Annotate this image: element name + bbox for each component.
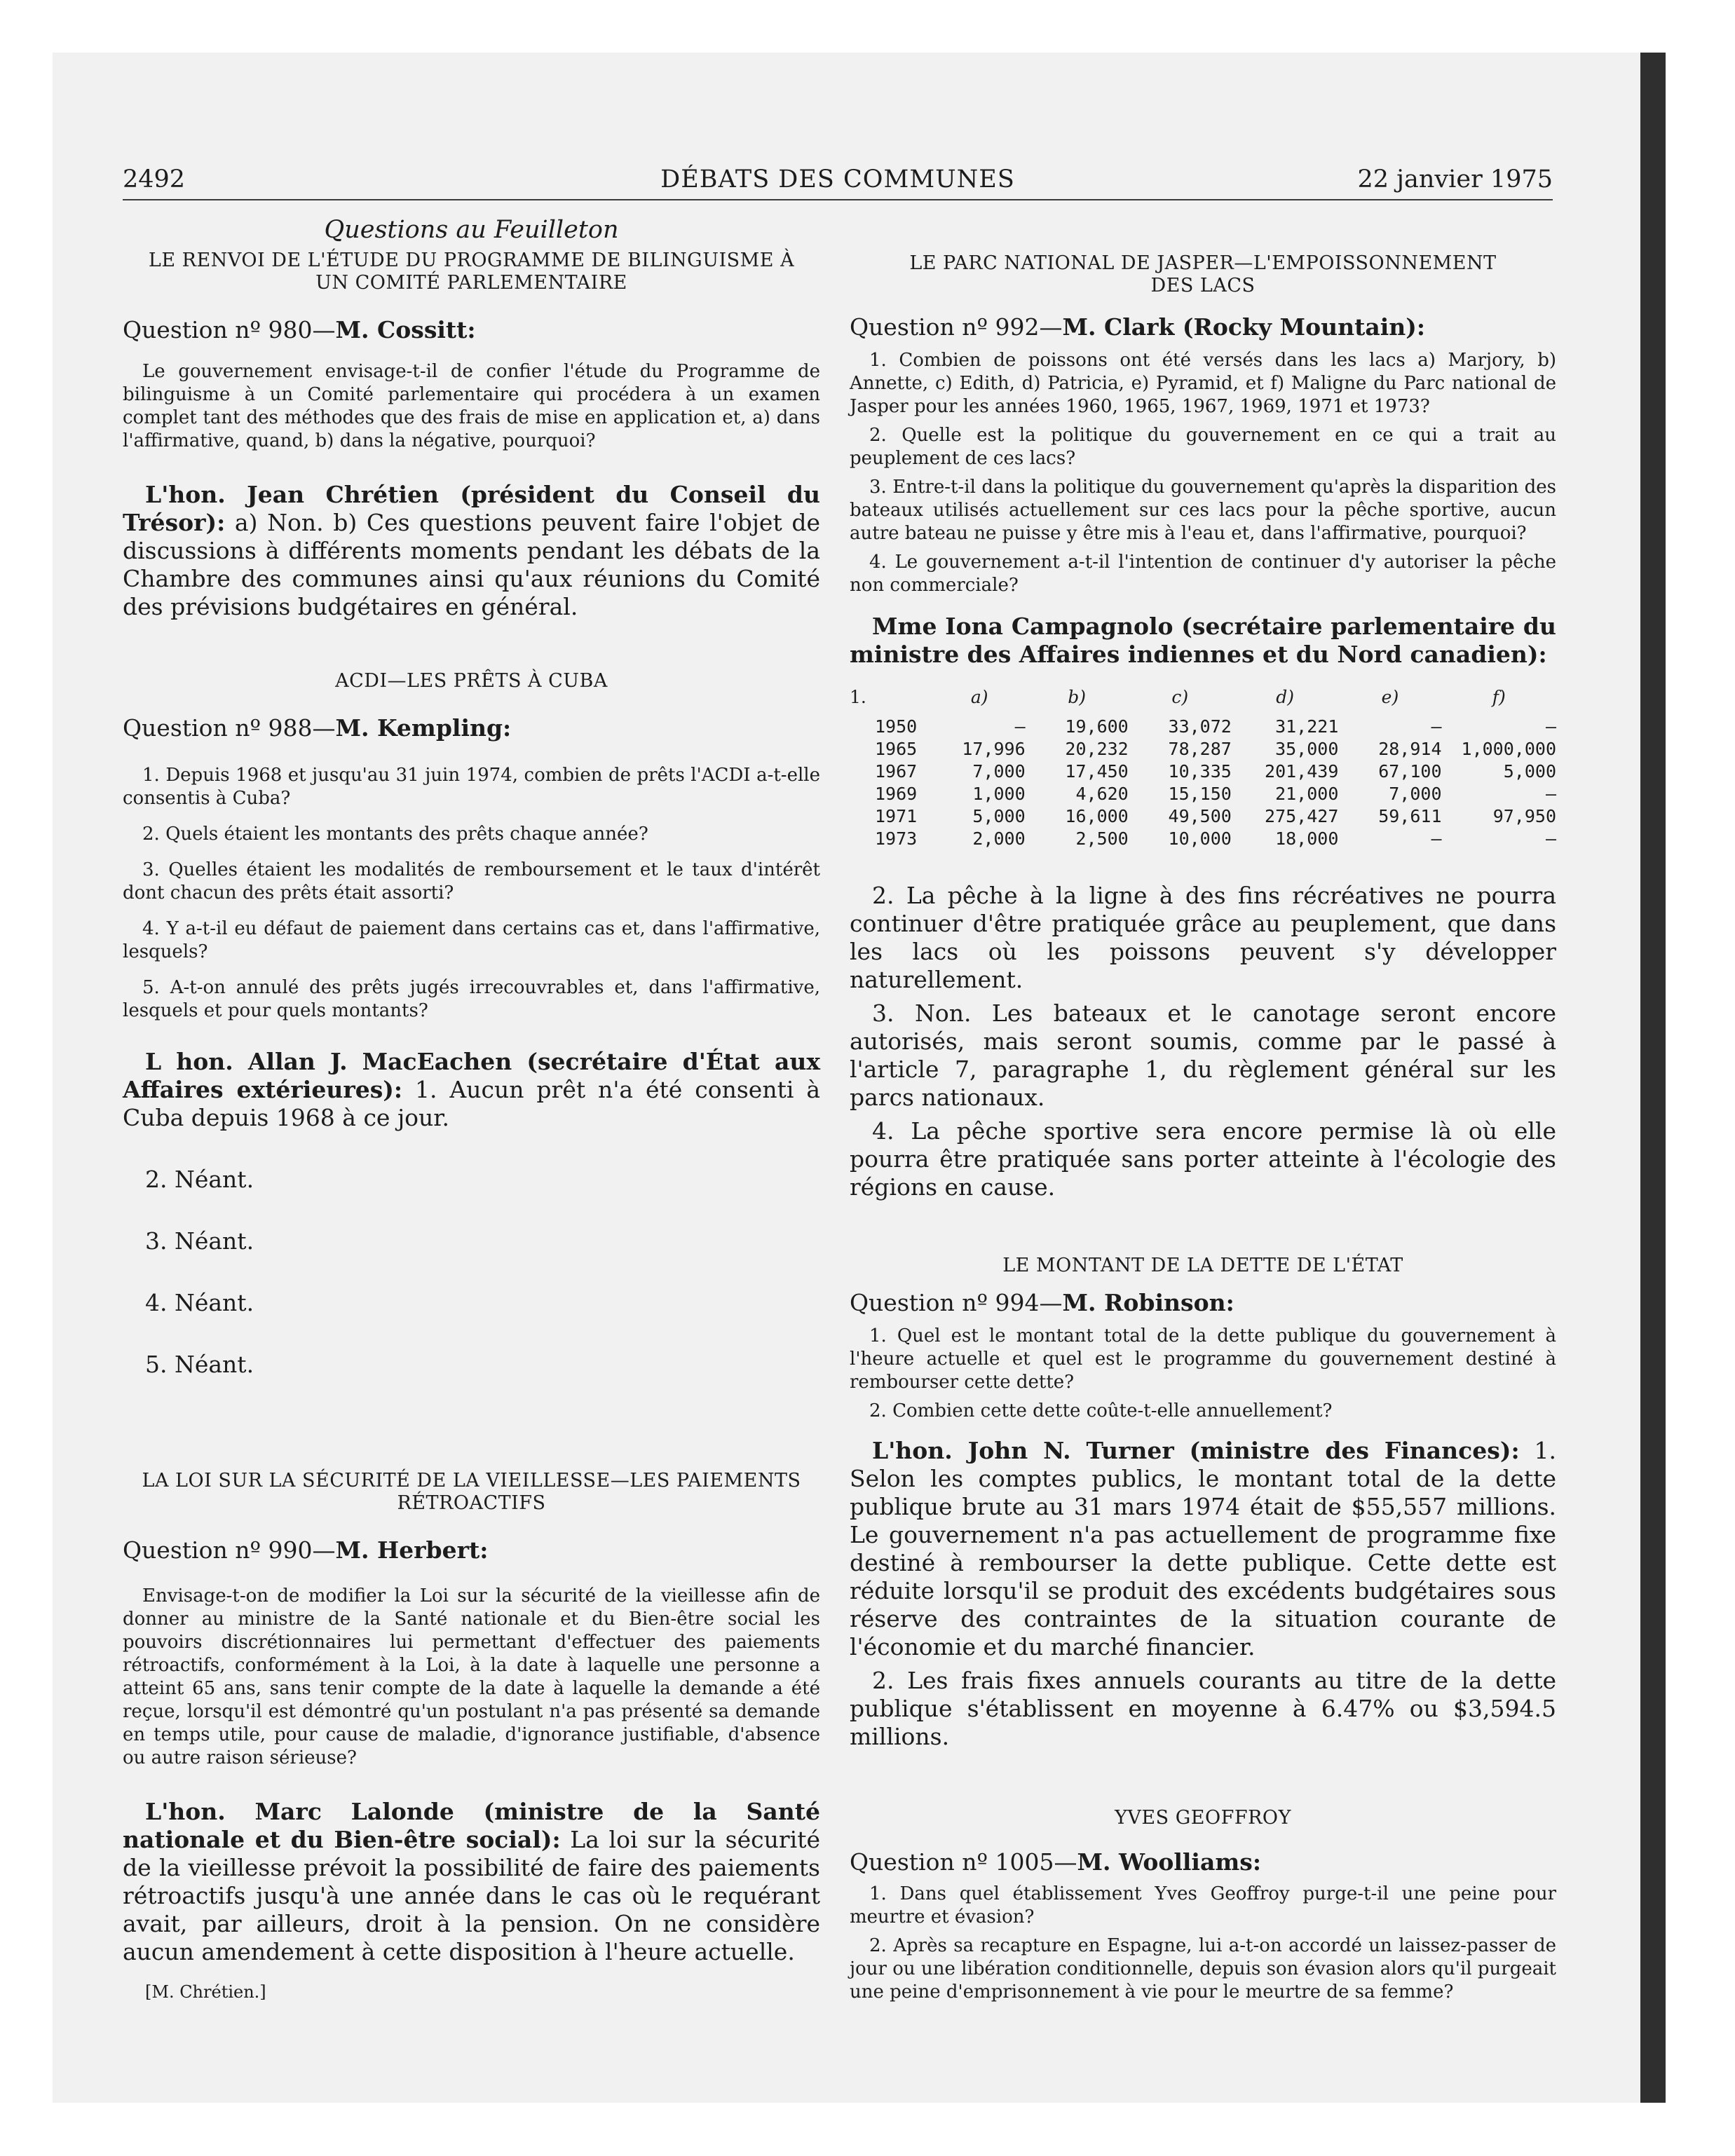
cell-a: 7,000	[972, 760, 1026, 782]
table-row	[850, 760, 1556, 782]
table-row	[850, 805, 1556, 827]
q992-member: M. Clark (Rocky Mountain):	[1062, 313, 1426, 341]
q988-answer	[123, 1048, 820, 1132]
q980-member: M. Cossitt:	[335, 316, 476, 343]
q994-answer-2: 2. Les frais fixes annuels courants au titre de la dette publique s'établissent en moyenne à 6.47% ou $3,594.5 millions.	[850, 1667, 1556, 1750]
scan-edge	[1640, 53, 1666, 2103]
cell-b: 17,450	[1065, 760, 1129, 782]
cell-a: 1,000	[972, 783, 1026, 804]
footnote-speaker: [M. Chrétien.]	[145, 1982, 266, 2002]
q988-item-4: 4. Y a-t-il eu défaut de paiement dans certains cas et, dans l'affirmative, lesquels?	[123, 918, 820, 962]
q992-number: Question nº 992—	[850, 313, 1063, 341]
cell-b: 2,500	[1075, 828, 1129, 849]
cell-f: —	[1545, 716, 1556, 737]
q1005-item-2: 2. Après sa recapture en Espagne, lui a-t-on accordé un laissez-passer de jour ou une libération conditionnelle, depuis son évasion alors qu'il purgeait une peine d'emprisonnement à vie pour le meurtre de sa femme?	[850, 1935, 1556, 2003]
q994-item-2: 2. Combien cette dette coûte-t-elle annuellement?	[869, 1400, 1333, 1421]
q990-answer-text: La loi sur la sécurité de la vieillesse prévoit la possibilité de faire des paiements rétroactifs jusqu'à une année dans le cas où le requérant avait, par ailleurs, droit à la pension. On ne considère aucun amendement à cette disposition à l'heure actuelle.	[123, 1826, 820, 1965]
q992-item-3: 3. Entre-t-il dans la politique du gouvernement qu'après la disparition des bateaux utilisés actuellement sur ces lacs pour la pêche sportive, aucun autre bateau ne puisse y être mis à l'eau et, dans l'affirmative, pourquoi?	[850, 477, 1556, 544]
q988-answer-text: 1. Aucun prêt n'a été consenti à Cuba depuis 1968 à ce jour.	[123, 1076, 820, 1131]
cell-b: 16,000	[1065, 805, 1129, 826]
right-column	[850, 210, 1556, 2004]
cell-e: 7,000	[1389, 783, 1442, 804]
table-header-a: a)	[970, 687, 988, 707]
cell-d: 21,000	[1275, 783, 1339, 804]
table-header-e: e)	[1381, 687, 1399, 707]
q988-heading	[123, 714, 820, 743]
q1005-member: M. Woolliams:	[1077, 1848, 1262, 1876]
cell-d: 275,427	[1265, 805, 1339, 826]
q992-item-1: 1. Combien de poissons ont été versés dans les lacs a) Marjory, b) Annette, c) Edith, d) Patricia, e) Pyramid, et f) Maligne du Parc national de Jasper pour les années 1960, 1965, 1967, 1969, 1971 et 1973?	[850, 350, 1556, 417]
q994-title: LE MONTANT DE LA DETTE DE L'ÉTAT	[1002, 1255, 1403, 1276]
q988-item-1: 1. Depuis 1968 et jusqu'au 31 juin 1974, combien de prêts l'ACDI a-t-elle consentis à Cuba?	[123, 765, 820, 809]
section-label: Questions au Feuilleton	[324, 216, 619, 244]
cell-b: 4,620	[1075, 783, 1129, 804]
q994-item-1: 1. Quel est le montant total de la dette publique du gouvernement à l'heure actuelle et quel est le programme du gouvernement destiné à rembourser cette dette?	[850, 1325, 1556, 1393]
q992-answer-2: 2. La pêche à la ligne à des fins récréatives ne pourra continuer d'être pratiquée grâce au peuplement, que dans les lacs où les poissons peuvent s'y développer naturellement.	[850, 882, 1556, 993]
cell-a: 2,000	[972, 828, 1026, 849]
table-header-b: b)	[1068, 687, 1087, 707]
cell-f: 5,000	[1503, 760, 1556, 782]
q1005-number: Question nº 1005—	[850, 1848, 1077, 1876]
q988-speaker: L hon. Allan J. MacEachen (secrétaire d'État aux Affaires extérieures):	[123, 1048, 820, 1103]
q988-answer-5: 5. Néant.	[145, 1351, 254, 1378]
cell-c: 49,500	[1168, 805, 1232, 826]
row-year: 1950	[875, 716, 918, 737]
q994-speaker: L'hon. John N. Turner (ministre des Finances):	[872, 1437, 1520, 1464]
q990-member: M. Herbert:	[335, 1536, 489, 1564]
table-header-c: c)	[1171, 687, 1189, 707]
q1005-heading	[850, 1848, 1556, 1877]
cell-c: 10,000	[1168, 828, 1232, 849]
table-header-d: d)	[1276, 687, 1294, 707]
cell-c: 10,335	[1168, 760, 1232, 782]
table-body	[850, 715, 1556, 850]
cell-b: 20,232	[1065, 738, 1129, 759]
q980-heading	[123, 315, 820, 345]
q980-answer-text: a) Non. b) Ces questions peuvent faire l'objet de discussions à différents moments pendant les débats de la Chambre des communes ainsi qu'aux réunions du Comité des prévisions budgétaires en général.	[123, 509, 820, 620]
cell-f: —	[1545, 828, 1556, 849]
row-year: 1965	[875, 738, 918, 759]
q990-title: LA LOI SUR LA SÉCURITÉ DE LA VIEILLESSE—LES PAIEMENTS RÉTROACTIFS	[142, 1470, 801, 1514]
table-header-row	[850, 687, 1556, 715]
q990-number: Question nº 990—	[123, 1536, 336, 1564]
table-row	[850, 782, 1556, 805]
q992-answer-4: 4. La pêche sportive sera encore permise là où elle pourra être pratiquée sans porter atteinte à l'écologie des régions en cause.	[850, 1117, 1556, 1201]
q988-title: ACDI—LES PRÊTS À CUBA	[335, 670, 608, 692]
table-header-f: f)	[1492, 687, 1506, 707]
q994-answer	[850, 1437, 1556, 1661]
cell-c: 78,287	[1168, 738, 1232, 759]
q980-text: Le gouvernement envisage-t-il de confier l'étude du Programme de bilinguisme à un Comité parlementaire qui procédera à un examen complet tant des méthodes que des frais de mise en application et, a) dans l'affirmative, quand, b) dans la négative, pourquoi?	[123, 361, 820, 451]
q994-heading	[850, 1288, 1556, 1318]
q992-item-2: 2. Quelle est la politique du gouvernement en ce qui a trait au peuplement de ces lacs?	[850, 425, 1556, 469]
q992-heading	[850, 313, 1556, 342]
cell-e: —	[1431, 716, 1442, 737]
q980-speaker: L'hon. Jean Chrétien (président du Conseil du Trésor):	[123, 481, 820, 536]
q992-answer-3: 3. Non. Les bateaux et le canotage seront encore autorisés, mais seront soumis, comme par le passé à l'article 7, paragraphe 1, du règlement général sur les parcs nationaux.	[850, 999, 1556, 1111]
q992-title: LE PARC NATIONAL DE JASPER—L'EMPOISSONNEMENT DES LACS	[909, 252, 1497, 296]
q990-answer	[123, 1798, 820, 1966]
q994-number: Question nº 994—	[850, 1289, 1063, 1316]
row-year: 1971	[875, 805, 918, 826]
cell-a: 5,000	[972, 805, 1026, 826]
q990-speaker: L'hon. Marc Lalonde (ministre de la Santé nationale et du Bien-être social):	[123, 1798, 820, 1853]
issue-date: 22 janvier 1975	[1357, 165, 1553, 193]
cell-d: 35,000	[1275, 738, 1339, 759]
q988-number: Question nº 988—	[123, 714, 336, 742]
cell-c: 33,072	[1168, 716, 1232, 737]
cell-f: 1,000,000	[1461, 738, 1556, 759]
q990-text: Envisage-t-on de modifier la Loi sur la sécurité de la vieillesse afin de donner au ministre de la Santé nationale et du Bien-être social les pouvoirs discrétionnaires lui permettant d'effectuer des paiements rétroactifs, conformément à la Loi, à la date à laquelle une personne a atteint 65 ans, sans tenir compte de la date à laquelle la demande a été reçue, lorsqu'il est démontré qu'un postulant n'a pas présenté sa demande en temps utile, pour cause de maladie, d'ignorance justifiable, d'absence ou autre raison sérieuse?	[123, 1585, 820, 1768]
table-item-number: 1.	[850, 687, 866, 707]
q980-answer	[123, 481, 820, 621]
page-number: 2492	[123, 165, 186, 193]
q988-member: M. Kempling:	[335, 714, 512, 742]
cell-c: 15,150	[1168, 783, 1232, 804]
table-row	[850, 715, 1556, 737]
cell-e: 28,914	[1378, 738, 1442, 759]
cell-e: 67,100	[1378, 760, 1442, 782]
row-year: 1973	[875, 828, 918, 849]
q992-item-4: 4. Le gouvernement a-t-il l'intention de continuer d'y autoriser la pêche non commerciale?	[850, 552, 1556, 596]
table-row	[850, 737, 1556, 760]
cell-d: 18,000	[1275, 828, 1339, 849]
table-row	[850, 827, 1556, 850]
cell-e: 59,611	[1378, 805, 1442, 826]
journal-title: DÉBATS DES COMMUNES	[660, 165, 1015, 193]
q990-heading	[123, 1536, 820, 1565]
stocking-table	[850, 687, 1556, 850]
q988-item-5: 5. A-t-on annulé des prêts jugés irrecouvrables et, dans l'affirmative, lesquels et pour quels montants?	[123, 977, 820, 1021]
q994-answer-text: 1. Selon les comptes publics, le montant total de la dette publique brute au 31 mars 1974 était de $55,557 millions. Le gouvernement n'a pas actuellement de programme fixe destiné à rembourser la dette publique. Cette dette est réduite lorsqu'il se produit des excédents budgétaires sous réserve des contraintes de la situation courante de l'économie et du marché financier.	[850, 1437, 1556, 1660]
cell-d: 31,221	[1275, 716, 1339, 737]
cell-d: 201,439	[1265, 760, 1339, 782]
q992-answer-speaker-line	[850, 613, 1556, 669]
q988-answer-3: 3. Néant.	[145, 1227, 254, 1255]
cell-f: —	[1545, 783, 1556, 804]
cell-a: —	[1014, 716, 1026, 737]
q1005-title: YVES GEOFFROY	[1115, 1807, 1291, 1829]
row-year: 1969	[875, 783, 918, 804]
q980-title: LE RENVOI DE L'ÉTUDE DU PROGRAMME DE BILINGUISME À UN COMITÉ PARLEMENTAIRE	[148, 250, 795, 294]
cell-a: 17,996	[962, 738, 1026, 759]
q992-speaker: Mme Iona Campagnolo (secrétaire parlementaire du ministre des Affaires indiennes et du Nord canadien):	[850, 613, 1556, 668]
q988-item-2: 2. Quels étaient les montants des prêts chaque année?	[142, 824, 648, 845]
left-column	[123, 210, 820, 2003]
q980-number: Question nº 980—	[123, 316, 336, 343]
cell-b: 19,600	[1065, 716, 1129, 737]
cell-f: 97,950	[1492, 805, 1556, 826]
q994-member: M. Robinson:	[1062, 1289, 1234, 1316]
q988-answer-2: 2. Néant.	[145, 1166, 254, 1193]
q988-answer-4: 4. Néant.	[145, 1289, 254, 1316]
cell-e: —	[1431, 828, 1442, 849]
row-year: 1967	[875, 760, 918, 782]
running-header	[123, 163, 1553, 200]
q988-item-3: 3. Quelles étaient les modalités de remboursement et le taux d'intérêt dont chacun des prêts était assorti?	[123, 859, 820, 903]
q1005-item-1: 1. Dans quel établissement Yves Geoffroy purge-t-il une peine pour meurtre et évasion?	[850, 1883, 1556, 1928]
